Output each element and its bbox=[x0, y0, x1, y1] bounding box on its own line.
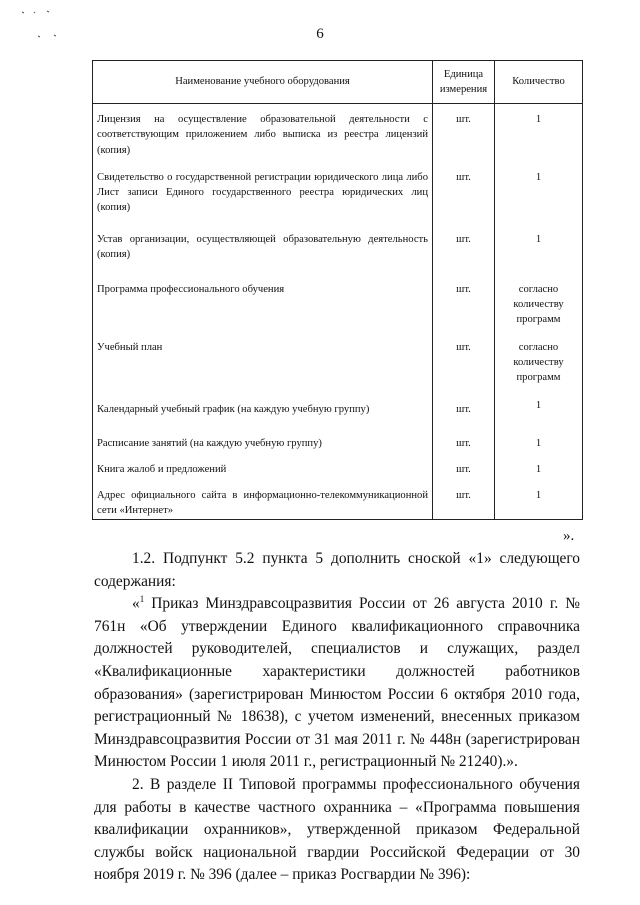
paragraph-2: 2. В разделе II Типовой программы профессионального обучения для работы в качестве частного охранника – «Программа повышения квалификации охранников», утвержденной приказом Федеральной службы войск национальной гвардии Российской Федерации от 30 ноября 2019 г. № 396 (далее – приказ Росгвардии № 396): bbox=[94, 775, 580, 884]
row-unit: шт. bbox=[433, 162, 495, 224]
row-name: Адрес официального сайта в информационно-телекоммуникационной сети «Интернет» bbox=[93, 484, 433, 520]
row-qty: 1 bbox=[495, 458, 583, 484]
row-qty: согласно количеству программ bbox=[495, 274, 583, 332]
row-unit: шт. bbox=[433, 430, 495, 458]
row-unit: шт. bbox=[433, 458, 495, 484]
row-qty: 1 bbox=[495, 162, 583, 224]
table-header-row bbox=[93, 61, 583, 104]
row-name: Программа профессионального обучения bbox=[93, 274, 433, 332]
row-name: Лицензия на осуществление образовательной деятельности с соответствующим приложением либо выписка из реестра лицензий (копия) bbox=[93, 104, 433, 162]
row-qty: согласно количеству программ bbox=[495, 332, 583, 390]
table-row bbox=[93, 224, 583, 274]
row-unit: шт. bbox=[433, 224, 495, 274]
table-row bbox=[93, 430, 583, 458]
closing-quote: ». bbox=[563, 528, 575, 544]
equipment-table bbox=[92, 60, 583, 520]
row-qty: 1 bbox=[495, 104, 583, 162]
table-row bbox=[93, 162, 583, 224]
table-row bbox=[93, 104, 583, 162]
document-body bbox=[94, 548, 580, 887]
header-qty: Количество bbox=[495, 61, 583, 104]
row-qty: 1 bbox=[495, 430, 583, 458]
footnote-text: Приказ Минздравсоцразвития России от 26 августа 2010 г. № 761н «Об утверждении Единого квалификационного справочника должностей руководителей, специалистов и служащих, раздел «Квалификационные характеристики должностей работников образования» (зарегистрирован Минюстом России 6 октября 2010 года, регистрационный № 18638), с учетом изменений, внесенных приказом Минздравсоцразвития России от 31 мая 2011 г. № 448н (зарегистрирован Минюстом России 1 июля 2011 г., регистрационный № 21240).». bbox=[94, 595, 580, 771]
row-unit: шт. bbox=[433, 484, 495, 520]
row-unit: шт. bbox=[433, 274, 495, 332]
header-name: Наименование учебного оборудования bbox=[93, 61, 433, 104]
row-name: Свидетельство о государственной регистрации юридического лица либо Лист записи Единого государственного реестра юридических лиц (копия) bbox=[93, 162, 433, 224]
paragraph-footnote bbox=[94, 593, 580, 774]
table-row bbox=[93, 484, 583, 520]
row-qty: 1 bbox=[495, 224, 583, 274]
table-row bbox=[93, 458, 583, 484]
header-unit: Единица измерения bbox=[433, 61, 495, 104]
row-name: Книга жалоб и предложений bbox=[93, 458, 433, 484]
row-qty: 1 bbox=[495, 390, 583, 430]
footnote-open-quote: « bbox=[132, 595, 140, 613]
table-row bbox=[93, 274, 583, 332]
row-name: Учебный план bbox=[93, 332, 433, 390]
paragraph-1-2: 1.2. Подпункт 5.2 пункта 5 дополнить сноской «1» следующего содержания: bbox=[94, 550, 580, 590]
row-unit: шт. bbox=[433, 332, 495, 390]
page-number: 6 bbox=[316, 26, 324, 42]
row-name: Календарный учебный график (на каждую учебную группу) bbox=[93, 390, 433, 430]
row-unit: шт. bbox=[433, 104, 495, 162]
table-row bbox=[93, 390, 583, 430]
row-unit: шт. bbox=[433, 390, 495, 430]
table-row bbox=[93, 332, 583, 390]
row-name: Расписание занятий (на каждую учебную группу) bbox=[93, 430, 433, 458]
row-qty: 1 bbox=[495, 484, 583, 520]
row-name: Устав организации, осуществляющей образовательную деятельность (копия) bbox=[93, 224, 433, 274]
footnote-mark: 1 bbox=[139, 594, 145, 605]
